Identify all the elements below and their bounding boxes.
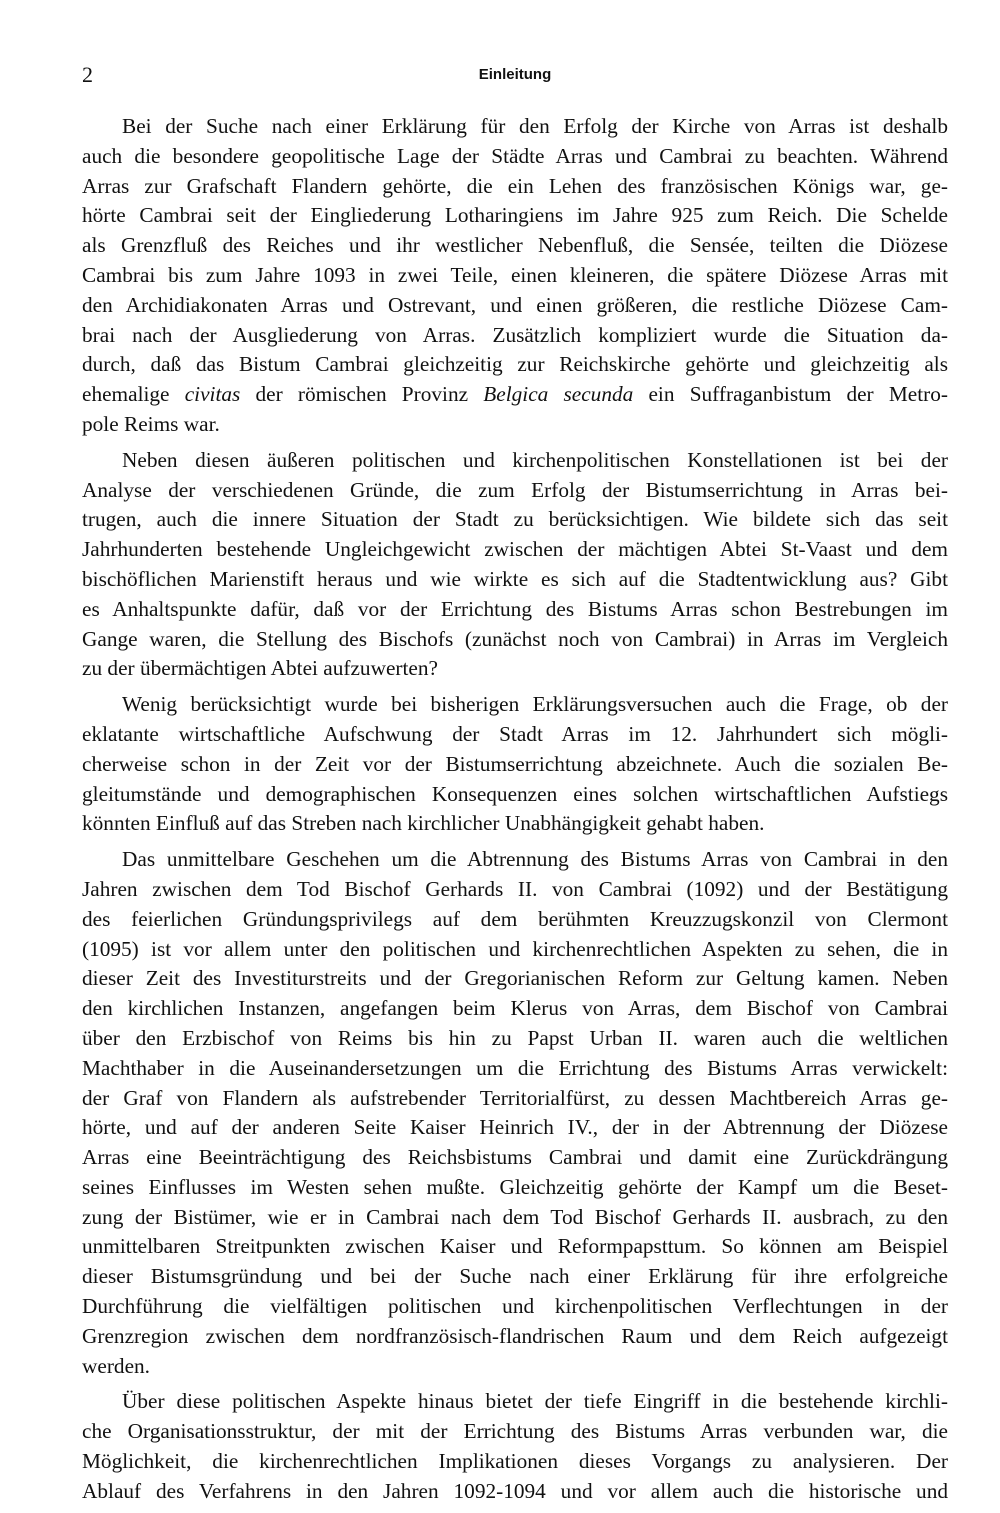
paragraph-1 [82,112,948,440]
text-line: den kirchlichen Instanzen, angefangen beim Klerus von Arras, dem Bischof von Cambrai [82,996,948,1021]
paragraph-2 [82,446,948,684]
text-line: Jahren zwischen dem Tod Bischof Gerhards II. von Cambrai (1092) und der Bestätigung [82,876,948,901]
text-line: könnten Einfluß auf das Streben nach kirchlicher Unabhängigkeit gehabt haben. [82,811,765,836]
text-run: ehemalige [82,382,185,407]
italic-term-civitas: civitas [184,382,241,407]
text-line: den Archidiakonaten Arras und Ostrevant, und einen größeren, die restliche Diözese Cam- [82,292,948,317]
text-run: der römischen Provinz [240,382,484,407]
text-line-with-italics [82,380,948,410]
text-line: Ablauf des Verfahrens in den Jahren 1092-1094 und vor allem auch die historische und [82,1478,948,1503]
text-line: als Grenzfluß des Reiches und ihr westlicher Nebenfluß, die Sensée, teilten die Diözese [82,233,948,258]
paragraph-5 [82,1387,948,1506]
paragraph-4 [82,845,948,1381]
text-line: Neben diesen äußeren politischen und kirchenpolitischen Konstellationen ist bei der [122,447,948,472]
text-line: Bei der Suche nach einer Erklärung für den Erfolg der Kirche von Arras ist deshalb [122,114,948,138]
text-line: trugen, auch die innere Situation der Stadt zu berücksichtigen. Wie bildete sich das seit [82,507,948,532]
text-line: der Graf von Flandern als aufstrebender Territorialfürst, zu dessen Machtbereich Arras ge- [82,1085,948,1110]
text-line: Wenig berücksichtigt wurde bei bisherigen Erklärungsversuchen auch die Frage, ob der [122,692,948,717]
text-line: Cambrai bis zum Jahre 1093 in zwei Teile, einen kleineren, die spätere Diözese Arras mit [82,262,948,287]
page-number: 2 [82,62,93,87]
text-run: ein Suffraganbistum der Metro- [633,382,948,407]
text-line: Gange waren, die Stellung des Bischofs (zunächst noch von Cambrai) in Arras im Vergleich [82,626,948,651]
text-line: des feierlichen Gründungsprivilegs auf dem berühmten Kreuzzugskonzil von Clermont [82,906,948,931]
text-line: Möglichkeit, die kirchenrechtlichen Implikationen dieses Vorgangs zu analysieren. Der [82,1449,948,1474]
text-line: auch die besondere geopolitische Lage der Städte Arras und Cambrai zu beachten. Während [82,143,948,168]
running-head: Einleitung [478,66,552,83]
text-line: es Anhaltspunkte dafür, daß vor der Errichtung des Bistums Arras schon Bestrebungen im [82,596,948,621]
text-line: Arras zur Grafschaft Flandern gehörte, die ein Lehen des französischen Königs war, ge- [82,173,948,198]
italic-term-belgica-secunda: Belgica secunda [483,382,634,407]
text-line: Durchführung die vielfältigen politischen und kirchenpolitischen Verflechtungen in der [82,1294,948,1319]
page-header [82,62,948,92]
text-line: Machthaber in die Auseinandersetzungen um die Errichtung des Bistums Arras verwickelt: [82,1055,948,1080]
text-line: bischöflichen Marienstift heraus und wie wirkte es sich auf die Stadtentwicklung aus? Gibt [82,566,948,591]
text-line: che Organisationsstruktur, der mit der Errichtung des Bistums Arras verbunden war, die [82,1419,948,1444]
text-line: pole Reims war. [82,411,220,436]
text-line: zu der übermächtigen Abtei aufzuwerten? [82,656,438,681]
text-line: seines Einflusses im Westen sehen mußte. Gleichzeitig gehörte der Kampf um die Beset- [82,1174,948,1199]
text-line: hörte Cambrai seit der Eingliederung Lotharingiens im Jahre 925 zum Reich. Die Schelde [82,203,948,228]
text-line: cherweise schon in der Zeit vor der Bistumserrichtung abzeichnete. Auch die sozialen Be- [82,751,948,776]
text-line: Das unmittelbare Geschehen um die Abtrennung des Bistums Arras von Cambrai in den [122,847,948,872]
text-line: (1095) ist vor allem unter den politischen und kirchenrechtlichen Aspekten zu sehen, die in [82,936,948,961]
text-line: dieser Bistumsgründung und bei der Suche nach einer Erklärung für ihre erfolgreiche [82,1264,948,1289]
text-line: Grenzregion zwischen dem nordfranzösisch-flandrischen Raum und dem Reich aufgezeigt [82,1323,948,1348]
text-line: durch, daß das Bistum Cambrai gleichzeitig zur Reichskirche gehörte und gleichzeitig als [82,352,948,377]
text-line: werden. [82,1353,150,1378]
text-line: Über diese politischen Aspekte hinaus bietet der tiefe Eingriff in die bestehende kirchli- [122,1389,948,1414]
text-line: gleitumstände und demographischen Konsequenzen eines solchen wirtschaftlichen Aufstiegs [82,781,948,806]
text-line: Analyse der verschiedenen Gründe, die zum Erfolg der Bistumserrichtung in Arras bei- [82,477,948,502]
text-line: unmittelbaren Streitpunkten zwischen Kaiser und Reformpapsttum. So können am Beispiel [82,1234,948,1259]
text-line: Jahrhunderten bestehende Ungleichgewicht zwischen der mächtigen Abtei St-Vaast und dem [82,537,948,562]
text-line: Arras eine Beeinträchtigung des Reichsbistums Cambrai und damit eine Zurückdrängung [82,1145,948,1170]
text-line: hörte, und auf der anderen Seite Kaiser Heinrich IV., der in der Abtrennung der Diözese [82,1115,948,1140]
text-line: eklatante wirtschaftliche Aufschwung der Stadt Arras im 12. Jahrhundert sich mögli- [82,721,948,746]
text-line: zung der Bistümer, wie er in Cambrai nach dem Tod Bischof Gerhards II. ausbrach, zu den [82,1204,948,1229]
text-line: dieser Zeit des Investiturstreits und der Gregorianischen Reform zur Geltung kamen. Neben [82,966,948,991]
body-text [82,112,948,1513]
text-line: brai nach der Ausgliederung von Arras. Zusätzlich kompliziert wurde die Situation da- [82,322,948,347]
text-line: über den Erzbischof von Reims bis hin zu Papst Urban II. waren auch die weltlichen [82,1025,948,1050]
paragraph-3 [82,690,948,839]
